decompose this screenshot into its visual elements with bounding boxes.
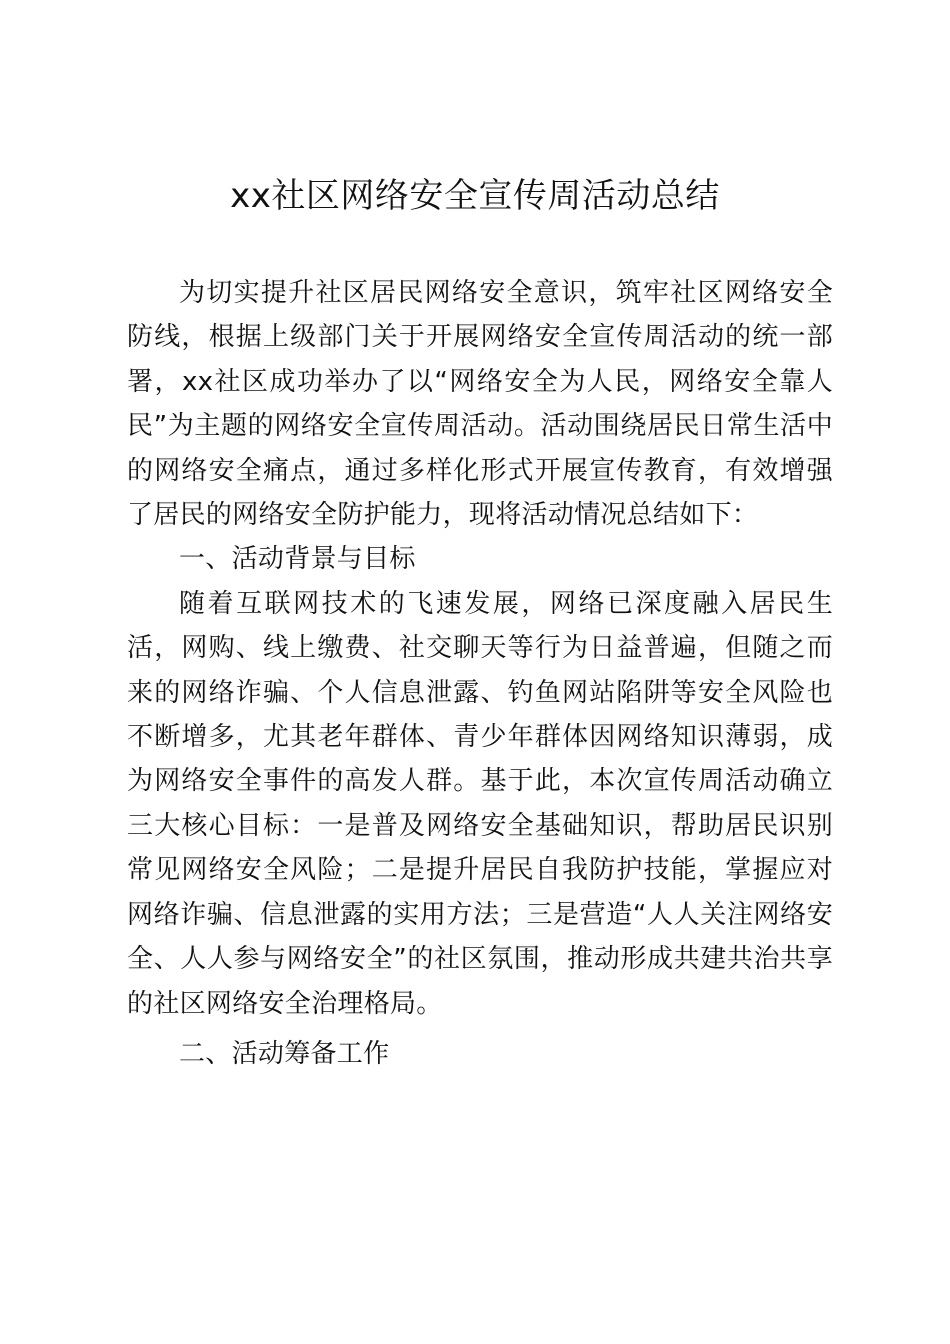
intro-paragraph: 为切实提升社区居民网络安全意识，筑牢社区网络安全防线，根据上级部门关于开展网络安全宣传周活动的统一部署，xx社区成功举办了以“网络安全为人民，网络安全靠人民”为主题的网络安全宣传周活动。活动围绕居民日常生活中的网络安全痛点，通过多样化形式开展宣传教育，有效增强了居民的网络安全防护能力，现将活动情况总结如下：: [127, 278, 833, 531]
document-body: [127, 271, 833, 1076]
section-heading-background: 一、活动背景与目标: [179, 544, 416, 575]
background-paragraph: 随着互联网技术的飞速发展，网络已深度融入居民生活，网购、线上缴费、社交聊天等行为日益普遍，但随之而来的网络诈骗、个人信息泄露、钓鱼网站陷阱等安全风险也不断增多，尤其老年群体、青少年群体因网络知识薄弱，成为网络安全事件的高发人群。基于此，本次宣传周活动确立三大核心目标：一是普及网络安全基础知识，帮助居民识别常见网络安全风险；二是提升居民自我防护技能，掌握应对网络诈骗、信息泄露的实用方法；三是营造“人人关注网络安全、人人参与网络安全”的社区氛围，推动形成共建共治共享的社区网络安全治理格局。: [127, 588, 833, 1019]
section-heading-preparation: 二、活动筹备工作: [179, 1038, 390, 1069]
document-title: xx社区网络安全宣传周活动总结: [230, 176, 720, 216]
